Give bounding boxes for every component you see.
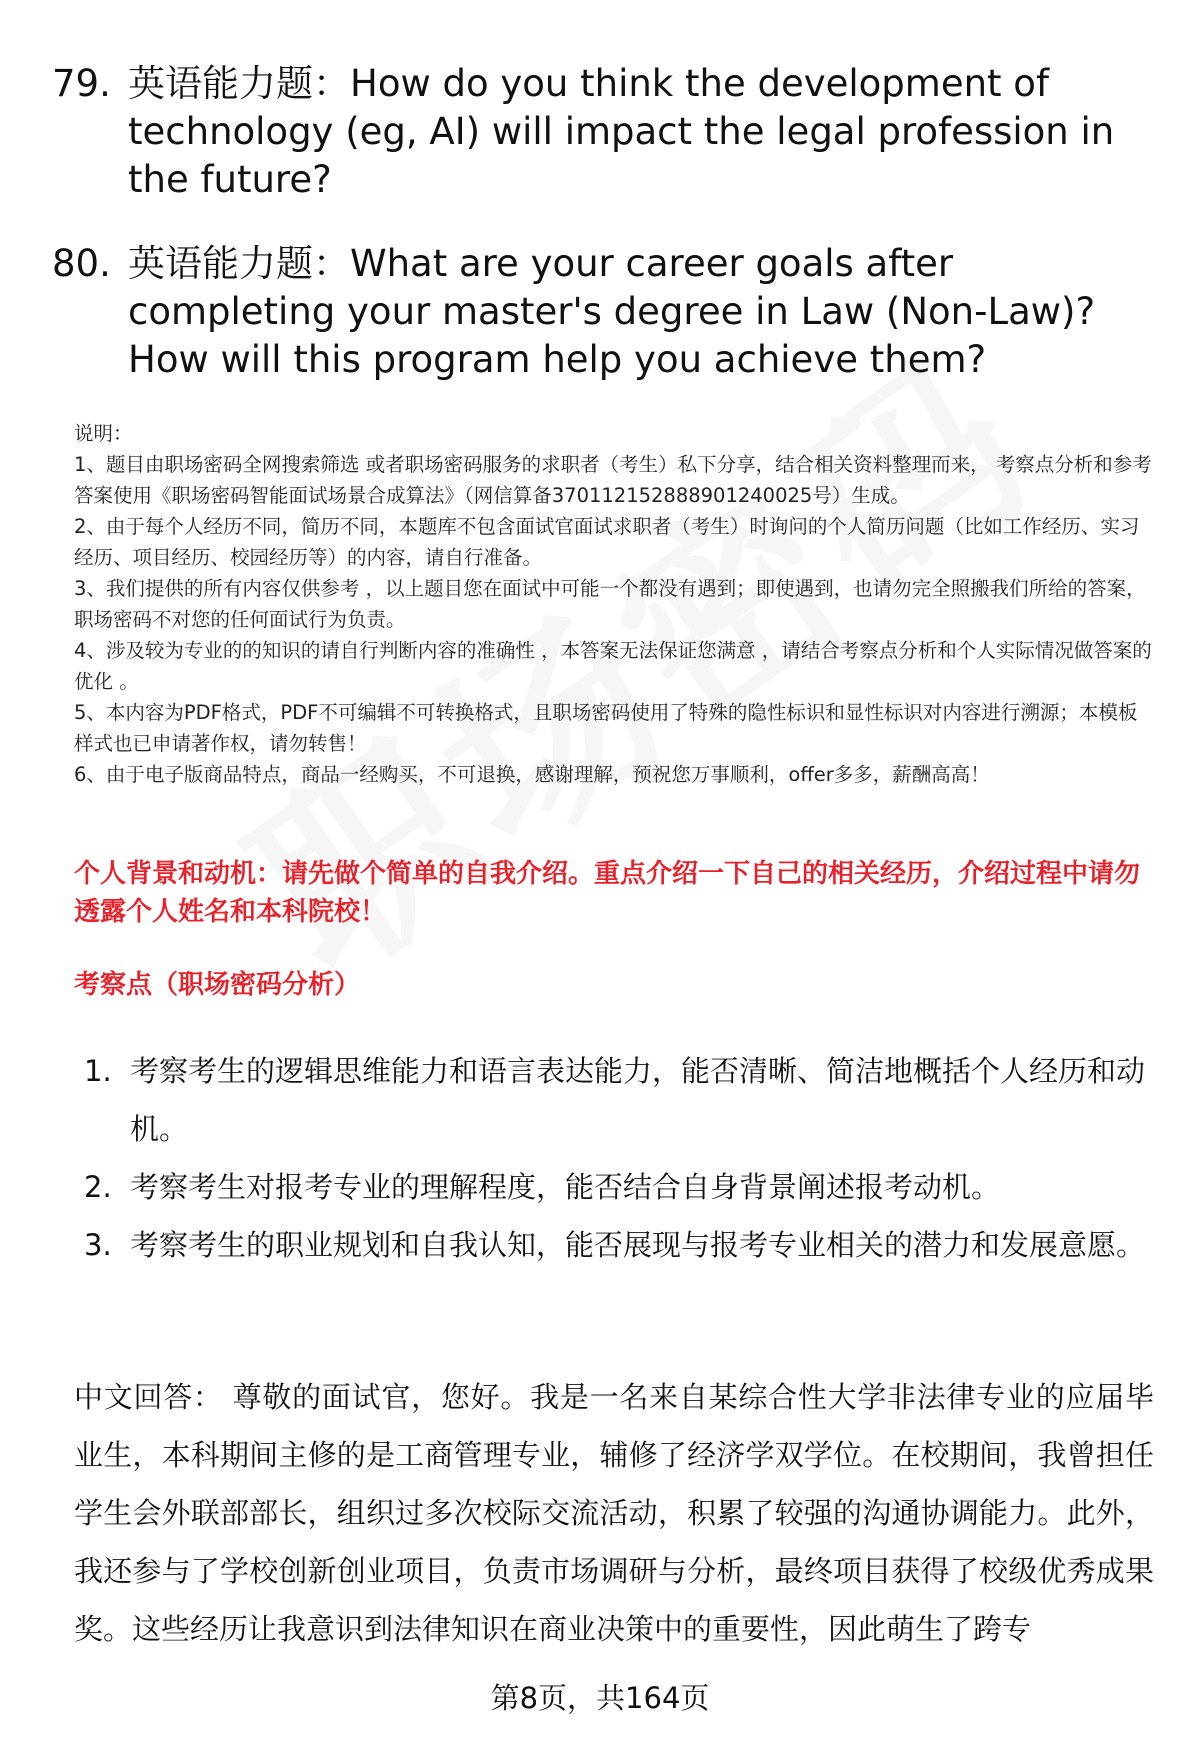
page-footer: 第8页，共164页 — [490, 1681, 710, 1715]
question-number: 80. — [52, 242, 111, 285]
notes-title: 说明： — [74, 422, 133, 445]
analysis-title: 考察点（职场密码分析） — [74, 970, 361, 1000]
question-79 — [52, 60, 1152, 204]
analysis-item-text: 考察考生的职业规划和自我认知，能否展现与报考专业相关的潜力和发展意愿。 — [130, 1228, 1146, 1262]
note-item: 2、由于每个人经历不同，简历不同，本题库不包含面试官面试求职者（考生）时询问的个人简历问题（比如工作经历、实习经历、项目经历、校园经历等）的内容，请自行准备。 — [74, 515, 1140, 569]
analysis-item — [74, 1216, 1154, 1274]
interview-question: 个人背景和动机：请先做个简单的自我介绍。重点介绍一下自己的相关经历，介绍过程中请勿透露个人姓名和本科院校！ — [74, 859, 1141, 927]
note-item: 5、本内容为PDF格式，PDF不可编辑不可转换格式，且职场密码使用了特殊的隐性标识和显性标识对内容进行溯源；本模板样式也已申请著作权，请勿转售！ — [74, 701, 1138, 755]
analysis-item — [74, 1158, 1154, 1216]
question-text: 英语能力题：What are your career goals after completing your master's degree in Law (Non-Law)? How will this program help you achieve them? — [128, 242, 1096, 381]
analysis-item-text: 考察考生对报考专业的理解程度，能否结合自身背景阐述报考动机。 — [130, 1170, 1001, 1204]
question-text: 英语能力题：How do you think the development of technology (eg, AI) will impact the legal profession in the future? — [128, 62, 1115, 201]
notes-section — [74, 418, 1154, 790]
note-item: 3、我们提供的所有内容仅供参考 ，以上题目您在面试中可能一个都没有遇到；即使遇到，也请勿完全照搬我们所给的答案，职场密码不对您的任何面试行为负责。 — [74, 577, 1146, 631]
note-item: 1、题目由职场密码全网搜索筛选 或者职场密码服务的求职者（考生）私下分享，结合相关资料整理而来， 考察点分析和参考答案使用《职场密码智能面试场景合成算法》（网信算备370112152888901240025号）生成。 — [74, 453, 1152, 507]
analysis-item-number: 3. — [84, 1228, 112, 1262]
analysis-item-number: 2. — [84, 1170, 112, 1204]
note-item: 4、涉及较为专业的的知识的请自行判断内容的准确性 ，本答案无法保证您满意 ，请结合考察点分析和个人实际情况做答案的优化 。 — [74, 639, 1152, 693]
analysis-item — [74, 1042, 1154, 1158]
answer-text: 中文回答： 尊敬的面试官，您好。我是一名来自某综合性大学非法律专业的应届毕业生，本科期间主修的是工商管理专业，辅修了经济学双学位。在校期间，我曾担任学生会外联部部长，组织过多次校际交流活动，积累了较强的沟通协调能力。此外，我还参与了学校创新创业项目，负责市场调研与分析，最终项目获得了校级优秀成果奖。这些经历让我意识到法律知识在商业决策中的重要性，因此萌生了跨专 — [74, 1380, 1154, 1646]
analysis-item-number: 1. — [84, 1054, 112, 1088]
analysis-item-text: 考察考生的逻辑思维能力和语言表达能力，能否清晰、简洁地概括个人经历和动机。 — [130, 1054, 1146, 1146]
question-80 — [52, 240, 1152, 384]
note-item: 6、由于电子版商品特点，商品一经购买，不可退换，感谢理解，预祝您万事顺利，offer多多，薪酬高高！ — [74, 763, 990, 786]
question-number: 79. — [52, 62, 111, 105]
analysis-list — [74, 1042, 1154, 1274]
